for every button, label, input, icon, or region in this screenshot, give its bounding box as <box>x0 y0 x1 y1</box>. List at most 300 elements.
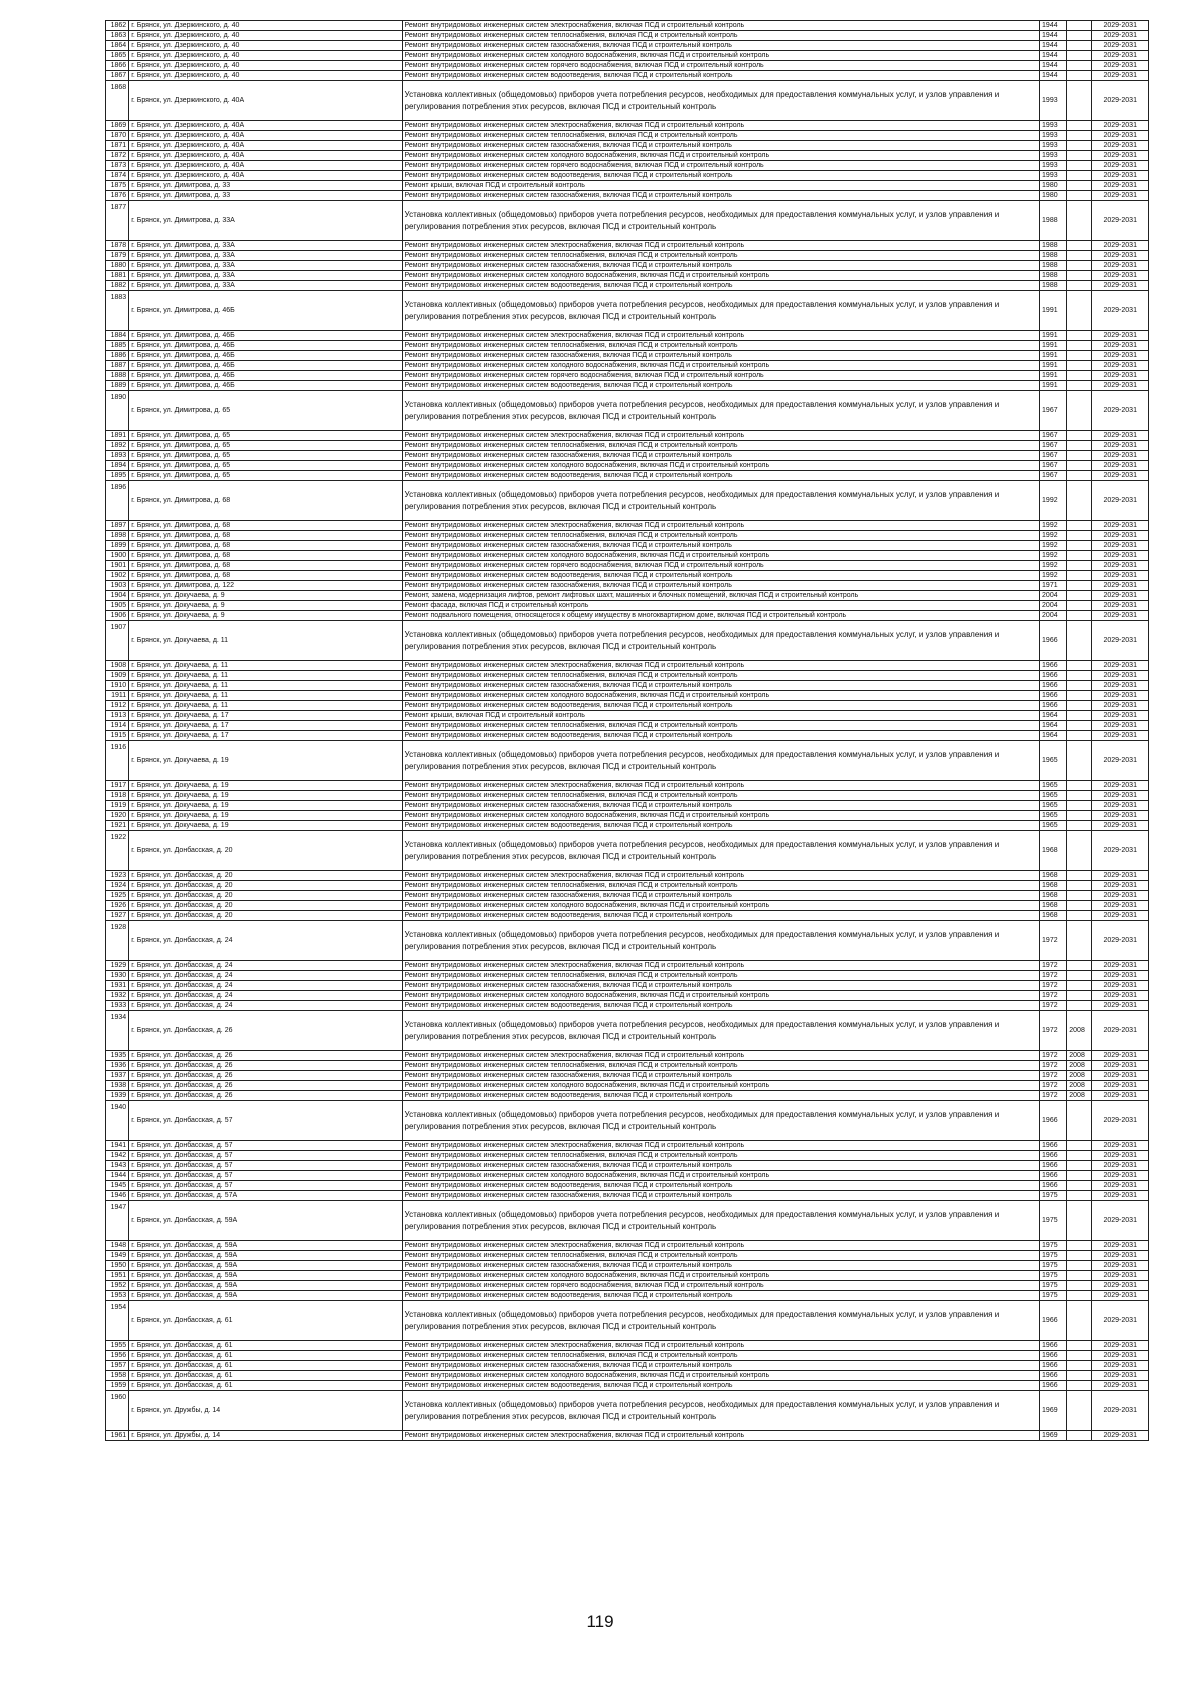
last-repair-year-cell <box>1067 461 1092 471</box>
planned-period-cell: 2029-2031 <box>1092 1351 1149 1361</box>
table-row <box>106 741 1149 781</box>
work-type-cell: Ремонт внутридомовых инженерных систем электроснабжения, включая ПСД и строительный контроль <box>402 961 1040 971</box>
work-type-cell: Ремонт внутридомовых инженерных систем газоснабжения, включая ПСД и строительный контроль <box>402 1071 1040 1081</box>
table-row <box>106 1081 1149 1091</box>
last-repair-year-cell <box>1067 721 1092 731</box>
last-repair-year-cell <box>1067 281 1092 291</box>
row-number: 1866 <box>106 61 129 71</box>
work-type-cell: Ремонт внутридомовых инженерных систем электроснабжения, включая ПСД и строительный контроль <box>402 1241 1040 1251</box>
row-number: 1934 <box>106 1011 129 1051</box>
planned-period-cell: 2029-2031 <box>1092 1431 1149 1441</box>
build-year-cell: 1968 <box>1040 831 1067 871</box>
row-number: 1906 <box>106 611 129 621</box>
address-cell: г. Брянск, ул. Димитрова, д. 33А <box>129 201 402 241</box>
build-year-cell: 1965 <box>1040 811 1067 821</box>
work-type-cell: Ремонт внутридомовых инженерных систем горячего водоснабжения, включая ПСД и строительный контроль <box>402 371 1040 381</box>
row-number: 1958 <box>106 1371 129 1381</box>
table-row <box>106 121 1149 131</box>
last-repair-year-cell <box>1067 711 1092 721</box>
address-cell: г. Брянск, ул. Димитрова, д. 33А <box>129 251 402 261</box>
work-type-cell: Ремонт внутридомовых инженерных систем водоотведения, включая ПСД и строительный контроль <box>402 1001 1040 1011</box>
row-number: 1949 <box>106 1251 129 1261</box>
planned-period-cell: 2029-2031 <box>1092 1161 1149 1171</box>
last-repair-year-cell <box>1067 911 1092 921</box>
row-number: 1883 <box>106 291 129 331</box>
last-repair-year-cell <box>1067 1291 1092 1301</box>
work-type-cell: Ремонт внутридомовых инженерных систем газоснабжения, включая ПСД и строительный контроль <box>402 451 1040 461</box>
row-number: 1896 <box>106 481 129 521</box>
table-row <box>106 171 1149 181</box>
work-type-cell: Установка коллективных (общедомовых) приборов учета потребления ресурсов, необходимых для предоставления коммунальных услуг, и узлов управления и регулирования потребления этих ресурсов, включая ПСД и строительный контроль <box>402 621 1040 661</box>
planned-period-cell: 2029-2031 <box>1092 1061 1149 1071</box>
work-type-cell: Ремонт внутридомовых инженерных систем горячего водоснабжения, включая ПСД и строительный контроль <box>402 1281 1040 1291</box>
build-year-cell: 1988 <box>1040 241 1067 251</box>
table-row <box>106 1351 1149 1361</box>
build-year-cell: 1967 <box>1040 431 1067 441</box>
address-cell: г. Брянск, ул. Докучаева, д. 19 <box>129 821 402 831</box>
planned-period-cell: 2029-2031 <box>1092 1291 1149 1301</box>
work-type-cell: Ремонт внутридомовых инженерных систем газоснабжения, включая ПСД и строительный контроль <box>402 1261 1040 1271</box>
last-repair-year-cell <box>1067 391 1092 431</box>
table-row <box>106 871 1149 881</box>
planned-period-cell: 2029-2031 <box>1092 201 1149 241</box>
last-repair-year-cell <box>1067 801 1092 811</box>
work-type-cell: Ремонт внутридомовых инженерных систем теплоснабжения, включая ПСД и строительный контроль <box>402 251 1040 261</box>
row-number: 1921 <box>106 821 129 831</box>
planned-period-cell: 2029-2031 <box>1092 731 1149 741</box>
row-number: 1928 <box>106 921 129 961</box>
build-year-cell: 1966 <box>1040 691 1067 701</box>
row-number: 1930 <box>106 971 129 981</box>
address-cell: г. Брянск, ул. Димитрова, д. 33 <box>129 191 402 201</box>
build-year-cell: 1988 <box>1040 201 1067 241</box>
work-type-cell: Ремонт внутридомовых инженерных систем газоснабжения, включая ПСД и строительный контроль <box>402 581 1040 591</box>
table-row <box>106 1151 1149 1161</box>
work-type-cell: Ремонт внутридомовых инженерных систем горячего водоснабжения, включая ПСД и строительный контроль <box>402 561 1040 571</box>
build-year-cell: 1944 <box>1040 41 1067 51</box>
row-number: 1863 <box>106 31 129 41</box>
table-row <box>106 1101 1149 1141</box>
address-cell: г. Брянск, ул. Донбасская, д. 26 <box>129 1011 402 1051</box>
last-repair-year-cell <box>1067 881 1092 891</box>
last-repair-year-cell <box>1067 821 1092 831</box>
build-year-cell: 1964 <box>1040 711 1067 721</box>
last-repair-year-cell <box>1067 981 1092 991</box>
row-number: 1910 <box>106 681 129 691</box>
last-repair-year-cell <box>1067 261 1092 271</box>
row-number: 1941 <box>106 1141 129 1151</box>
table-row <box>106 731 1149 741</box>
build-year-cell: 1969 <box>1040 1391 1067 1431</box>
address-cell: г. Брянск, ул. Димитрова, д. 46Б <box>129 371 402 381</box>
row-number: 1955 <box>106 1341 129 1351</box>
table-row <box>106 821 1149 831</box>
address-cell: г. Брянск, ул. Донбасская, д. 26 <box>129 1051 402 1061</box>
address-cell: г. Брянск, ул. Дзержинского, д. 40А <box>129 151 402 161</box>
row-number: 1908 <box>106 661 129 671</box>
planned-period-cell: 2029-2031 <box>1092 721 1149 731</box>
address-cell: г. Брянск, ул. Димитрова, д. 33 <box>129 181 402 191</box>
table-row <box>106 191 1149 201</box>
address-cell: г. Брянск, ул. Дзержинского, д. 40А <box>129 141 402 151</box>
address-cell: г. Брянск, ул. Донбасская, д. 20 <box>129 831 402 871</box>
work-type-cell: Ремонт внутридомовых инженерных систем газоснабжения, включая ПСД и строительный контроль <box>402 891 1040 901</box>
last-repair-year-cell <box>1067 181 1092 191</box>
planned-period-cell: 2029-2031 <box>1092 621 1149 661</box>
row-number: 1905 <box>106 601 129 611</box>
address-cell: г. Брянск, ул. Донбасская, д. 20 <box>129 911 402 921</box>
row-number: 1938 <box>106 1081 129 1091</box>
last-repair-year-cell <box>1067 341 1092 351</box>
planned-period-cell: 2029-2031 <box>1092 1191 1149 1201</box>
work-type-cell: Ремонт внутридомовых инженерных систем горячего водоснабжения, включая ПСД и строительный контроль <box>402 161 1040 171</box>
address-cell: г. Брянск, ул. Димитрова, д. 33А <box>129 281 402 291</box>
address-cell: г. Брянск, ул. Димитрова, д. 46Б <box>129 351 402 361</box>
last-repair-year-cell <box>1067 61 1092 71</box>
planned-period-cell: 2029-2031 <box>1092 261 1149 271</box>
planned-period-cell: 2029-2031 <box>1092 581 1149 591</box>
address-cell: г. Брянск, ул. Донбасская, д. 24 <box>129 1001 402 1011</box>
work-type-cell: Ремонт внутридомовых инженерных систем водоотведения, включая ПСД и строительный контроль <box>402 171 1040 181</box>
table-row <box>106 881 1149 891</box>
build-year-cell: 1972 <box>1040 981 1067 991</box>
build-year-cell: 1992 <box>1040 531 1067 541</box>
last-repair-year-cell <box>1067 171 1092 181</box>
work-type-cell: Ремонт подвального помещения, относящегося к общему имуществу в многоквартирном доме, включая ПСД и строительный контроль <box>402 611 1040 621</box>
address-cell: г. Брянск, ул. Донбасская, д. 57 <box>129 1101 402 1141</box>
row-number: 1873 <box>106 161 129 171</box>
last-repair-year-cell <box>1067 891 1092 901</box>
table-row <box>106 1301 1149 1341</box>
build-year-cell: 1972 <box>1040 971 1067 981</box>
row-number: 1912 <box>106 701 129 711</box>
work-type-cell: Ремонт внутридомовых инженерных систем электроснабжения, включая ПСД и строительный контроль <box>402 661 1040 671</box>
planned-period-cell: 2029-2031 <box>1092 271 1149 281</box>
work-type-cell: Ремонт внутридомовых инженерных систем электроснабжения, включая ПСД и строительный контроль <box>402 331 1040 341</box>
last-repair-year-cell <box>1067 791 1092 801</box>
work-type-cell: Ремонт крыши, включая ПСД и строительный контроль <box>402 181 1040 191</box>
planned-period-cell: 2029-2031 <box>1092 341 1149 351</box>
last-repair-year-cell: 2008 <box>1067 1051 1092 1061</box>
build-year-cell: 1944 <box>1040 21 1067 31</box>
work-type-cell: Ремонт внутридомовых инженерных систем теплоснабжения, включая ПСД и строительный контроль <box>402 671 1040 681</box>
address-cell: г. Брянск, ул. Димитрова, д. 68 <box>129 571 402 581</box>
row-number: 1902 <box>106 571 129 581</box>
address-cell: г. Брянск, ул. Димитрова, д. 68 <box>129 531 402 541</box>
planned-period-cell: 2029-2031 <box>1092 471 1149 481</box>
table-row <box>106 451 1149 461</box>
row-number: 1943 <box>106 1161 129 1171</box>
address-cell: г. Брянск, ул. Димитрова, д. 65 <box>129 461 402 471</box>
row-number: 1877 <box>106 201 129 241</box>
address-cell: г. Брянск, ул. Донбасская, д. 20 <box>129 871 402 881</box>
table-row <box>106 241 1149 251</box>
last-repair-year-cell <box>1067 701 1092 711</box>
build-year-cell: 1993 <box>1040 171 1067 181</box>
work-type-cell: Ремонт внутридомовых инженерных систем электроснабжения, включая ПСД и строительный контроль <box>402 871 1040 881</box>
build-year-cell: 1993 <box>1040 151 1067 161</box>
address-cell: г. Брянск, ул. Докучаева, д. 11 <box>129 661 402 671</box>
planned-period-cell: 2029-2031 <box>1092 791 1149 801</box>
row-number: 1890 <box>106 391 129 431</box>
build-year-cell: 1968 <box>1040 901 1067 911</box>
build-year-cell: 1966 <box>1040 621 1067 661</box>
build-year-cell: 1966 <box>1040 1101 1067 1141</box>
table-row <box>106 1391 1149 1431</box>
work-type-cell: Установка коллективных (общедомовых) приборов учета потребления ресурсов, необходимых для предоставления коммунальных услуг, и узлов управления и регулирования потребления этих ресурсов, включая ПСД и строительный контроль <box>402 291 1040 331</box>
address-cell: г. Брянск, ул. Докучаева, д. 19 <box>129 791 402 801</box>
last-repair-year-cell <box>1067 51 1092 61</box>
table-row <box>106 471 1149 481</box>
table-row <box>106 431 1149 441</box>
build-year-cell: 1966 <box>1040 1181 1067 1191</box>
build-year-cell: 1975 <box>1040 1291 1067 1301</box>
row-number: 1926 <box>106 901 129 911</box>
table-row <box>106 181 1149 191</box>
build-year-cell: 1972 <box>1040 1061 1067 1071</box>
build-year-cell: 1992 <box>1040 571 1067 581</box>
build-year-cell: 1972 <box>1040 991 1067 1001</box>
table-row <box>106 1011 1149 1051</box>
row-number: 1875 <box>106 181 129 191</box>
last-repair-year-cell <box>1067 251 1092 261</box>
planned-period-cell: 2029-2031 <box>1092 141 1149 151</box>
planned-period-cell: 2029-2031 <box>1092 351 1149 361</box>
last-repair-year-cell <box>1067 291 1092 331</box>
work-type-cell: Установка коллективных (общедомовых) приборов учета потребления ресурсов, необходимых для предоставления коммунальных услуг, и узлов управления и регулирования потребления этих ресурсов, включая ПСД и строительный контроль <box>402 481 1040 521</box>
work-type-cell: Ремонт внутридомовых инженерных систем теплоснабжения, включая ПСД и строительный контроль <box>402 341 1040 351</box>
planned-period-cell: 2029-2031 <box>1092 691 1149 701</box>
table-row <box>106 1161 1149 1171</box>
address-cell: г. Брянск, ул. Докучаева, д. 9 <box>129 611 402 621</box>
table-row <box>106 911 1149 921</box>
last-repair-year-cell <box>1067 121 1092 131</box>
address-cell: г. Брянск, ул. Докучаева, д. 19 <box>129 741 402 781</box>
address-cell: г. Брянск, ул. Донбасская, д. 59А <box>129 1241 402 1251</box>
row-number: 1954 <box>106 1301 129 1341</box>
table-row <box>106 581 1149 591</box>
planned-period-cell: 2029-2031 <box>1092 671 1149 681</box>
build-year-cell: 1975 <box>1040 1271 1067 1281</box>
work-type-cell: Ремонт внутридомовых инженерных систем электроснабжения, включая ПСД и строительный контроль <box>402 1341 1040 1351</box>
work-type-cell: Ремонт внутридомовых инженерных систем теплоснабжения, включая ПСД и строительный контроль <box>402 131 1040 141</box>
build-year-cell: 1991 <box>1040 361 1067 371</box>
row-number: 1870 <box>106 131 129 141</box>
last-repair-year-cell <box>1067 1001 1092 1011</box>
last-repair-year-cell <box>1067 531 1092 541</box>
address-cell: г. Брянск, ул. Донбасская, д. 24 <box>129 921 402 961</box>
row-number: 1894 <box>106 461 129 471</box>
row-number: 1871 <box>106 141 129 151</box>
work-type-cell: Установка коллективных (общедомовых) приборов учета потребления ресурсов, необходимых для предоставления коммунальных услуг, и узлов управления и регулирования потребления этих ресурсов, включая ПСД и строительный контроль <box>402 921 1040 961</box>
address-cell: г. Брянск, ул. Димитрова, д. 68 <box>129 551 402 561</box>
build-year-cell: 1965 <box>1040 791 1067 801</box>
last-repair-year-cell <box>1067 361 1092 371</box>
address-cell: г. Брянск, ул. Дружбы, д. 14 <box>129 1391 402 1431</box>
last-repair-year-cell <box>1067 971 1092 981</box>
last-repair-year-cell <box>1067 541 1092 551</box>
row-number: 1897 <box>106 521 129 531</box>
table-row <box>106 1001 1149 1011</box>
build-year-cell: 1968 <box>1040 871 1067 881</box>
table-row <box>106 671 1149 681</box>
table-row <box>106 461 1149 471</box>
address-cell: г. Брянск, ул. Димитрова, д. 33А <box>129 241 402 251</box>
build-year-cell: 1972 <box>1040 1011 1067 1051</box>
work-type-cell: Установка коллективных (общедомовых) приборов учета потребления ресурсов, необходимых для предоставления коммунальных услуг, и узлов управления и регулирования потребления этих ресурсов, включая ПСД и строительный контроль <box>402 1101 1040 1141</box>
table-row <box>106 71 1149 81</box>
table-row <box>106 1251 1149 1261</box>
build-year-cell: 1966 <box>1040 681 1067 691</box>
work-type-cell: Ремонт крыши, включая ПСД и строительный контроль <box>402 711 1040 721</box>
table-row <box>106 161 1149 171</box>
build-year-cell: 1972 <box>1040 961 1067 971</box>
table-row <box>106 31 1149 41</box>
planned-period-cell: 2029-2031 <box>1092 1001 1149 1011</box>
build-year-cell: 1972 <box>1040 1051 1067 1061</box>
address-cell: г. Брянск, ул. Димитрова, д. 65 <box>129 471 402 481</box>
table-body <box>106 21 1149 1441</box>
address-cell: г. Брянск, ул. Донбасская, д. 61 <box>129 1351 402 1361</box>
planned-period-cell: 2029-2031 <box>1092 1241 1149 1251</box>
table-row <box>106 201 1149 241</box>
row-number: 1961 <box>106 1431 129 1441</box>
table-row <box>106 1381 1149 1391</box>
table-row <box>106 611 1149 621</box>
planned-period-cell: 2029-2031 <box>1092 991 1149 1001</box>
address-cell: г. Брянск, ул. Донбасская, д. 20 <box>129 881 402 891</box>
work-type-cell: Ремонт внутридомовых инженерных систем теплоснабжения, включая ПСД и строительный контроль <box>402 531 1040 541</box>
planned-period-cell: 2029-2031 <box>1092 381 1149 391</box>
last-repair-year-cell: 2008 <box>1067 1091 1092 1101</box>
row-number: 1892 <box>106 441 129 451</box>
address-cell: г. Брянск, ул. Докучаева, д. 19 <box>129 781 402 791</box>
address-cell: г. Брянск, ул. Димитрова, д. 122 <box>129 581 402 591</box>
row-number: 1901 <box>106 561 129 571</box>
table-row <box>106 791 1149 801</box>
build-year-cell: 1969 <box>1040 1431 1067 1441</box>
last-repair-year-cell <box>1067 241 1092 251</box>
work-type-cell: Установка коллективных (общедомовых) приборов учета потребления ресурсов, необходимых для предоставления коммунальных услуг, и узлов управления и регулирования потребления этих ресурсов, включая ПСД и строительный контроль <box>402 1391 1040 1431</box>
work-type-cell: Ремонт внутридомовых инженерных систем водоотведения, включая ПСД и строительный контроль <box>402 821 1040 831</box>
build-year-cell: 1968 <box>1040 881 1067 891</box>
work-type-cell: Установка коллективных (общедомовых) приборов учета потребления ресурсов, необходимых для предоставления коммунальных услуг, и узлов управления и регулирования потребления этих ресурсов, включая ПСД и строительный контроль <box>402 741 1040 781</box>
table-row <box>106 681 1149 691</box>
row-number: 1951 <box>106 1271 129 1281</box>
planned-period-cell: 2029-2031 <box>1092 801 1149 811</box>
table-row <box>106 621 1149 661</box>
last-repair-year-cell <box>1067 431 1092 441</box>
table-row <box>106 1141 1149 1151</box>
work-type-cell: Ремонт внутридомовых инженерных систем водоотведения, включая ПСД и строительный контроль <box>402 381 1040 391</box>
last-repair-year-cell: 2008 <box>1067 1071 1092 1081</box>
planned-period-cell: 2029-2031 <box>1092 811 1149 821</box>
build-year-cell: 1966 <box>1040 1161 1067 1171</box>
planned-period-cell: 2029-2031 <box>1092 31 1149 41</box>
table-row <box>106 331 1149 341</box>
last-repair-year-cell <box>1067 371 1092 381</box>
row-number: 1885 <box>106 341 129 351</box>
table-row <box>106 441 1149 451</box>
planned-period-cell: 2029-2031 <box>1092 331 1149 341</box>
planned-period-cell: 2029-2031 <box>1092 921 1149 961</box>
table-row <box>106 561 1149 571</box>
address-cell: г. Брянск, ул. Дзержинского, д. 40 <box>129 71 402 81</box>
last-repair-year-cell <box>1067 1141 1092 1151</box>
build-year-cell: 1944 <box>1040 51 1067 61</box>
planned-period-cell: 2029-2031 <box>1092 551 1149 561</box>
last-repair-year-cell <box>1067 611 1092 621</box>
work-type-cell: Установка коллективных (общедомовых) приборов учета потребления ресурсов, необходимых для предоставления коммунальных услуг, и узлов управления и регулирования потребления этих ресурсов, включая ПСД и строительный контроль <box>402 201 1040 241</box>
last-repair-year-cell <box>1067 331 1092 341</box>
table-row <box>106 1371 1149 1381</box>
table-row <box>106 1181 1149 1191</box>
work-type-cell: Ремонт внутридомовых инженерных систем газоснабжения, включая ПСД и строительный контроль <box>402 191 1040 201</box>
last-repair-year-cell <box>1067 741 1092 781</box>
address-cell: г. Брянск, ул. Димитрова, д. 46Б <box>129 381 402 391</box>
table-row <box>106 271 1149 281</box>
planned-period-cell: 2029-2031 <box>1092 531 1149 541</box>
last-repair-year-cell <box>1067 551 1092 561</box>
address-cell: г. Брянск, ул. Донбасская, д. 59А <box>129 1201 402 1241</box>
address-cell: г. Брянск, ул. Донбасская, д. 59А <box>129 1251 402 1261</box>
work-type-cell: Ремонт внутридомовых инженерных систем холодного водоснабжения, включая ПСД и строительный контроль <box>402 1271 1040 1281</box>
work-type-cell: Ремонт внутридомовых инженерных систем газоснабжения, включая ПСД и строительный контроль <box>402 351 1040 361</box>
work-type-cell: Ремонт внутридомовых инженерных систем газоснабжения, включая ПСД и строительный контроль <box>402 541 1040 551</box>
planned-period-cell: 2029-2031 <box>1092 151 1149 161</box>
build-year-cell: 1967 <box>1040 451 1067 461</box>
planned-period-cell: 2029-2031 <box>1092 1171 1149 1181</box>
build-year-cell: 1988 <box>1040 261 1067 271</box>
row-number: 1953 <box>106 1291 129 1301</box>
planned-period-cell: 2029-2031 <box>1092 661 1149 671</box>
table-row <box>106 81 1149 121</box>
work-type-cell: Ремонт внутридомовых инженерных систем холодного водоснабжения, включая ПСД и строительный контроль <box>402 1081 1040 1091</box>
address-cell: г. Брянск, ул. Докучаева, д. 11 <box>129 701 402 711</box>
work-type-cell: Установка коллективных (общедомовых) приборов учета потребления ресурсов, необходимых для предоставления коммунальных услуг, и узлов управления и регулирования потребления этих ресурсов, включая ПСД и строительный контроль <box>402 1301 1040 1341</box>
table-row <box>106 151 1149 161</box>
build-year-cell: 1967 <box>1040 461 1067 471</box>
build-year-cell: 1993 <box>1040 81 1067 121</box>
row-number: 1887 <box>106 361 129 371</box>
planned-period-cell: 2029-2031 <box>1092 1301 1149 1341</box>
work-type-cell: Ремонт внутридомовых инженерных систем электроснабжения, включая ПСД и строительный контроль <box>402 121 1040 131</box>
work-type-cell: Ремонт внутридомовых инженерных систем водоотведения, включая ПСД и строительный контроль <box>402 731 1040 741</box>
planned-period-cell: 2029-2031 <box>1092 1281 1149 1291</box>
work-type-cell: Ремонт внутридомовых инженерных систем водоотведения, включая ПСД и строительный контроль <box>402 701 1040 711</box>
last-repair-year-cell <box>1067 1341 1092 1351</box>
row-number: 1913 <box>106 711 129 721</box>
table-row <box>106 901 1149 911</box>
build-year-cell: 1966 <box>1040 1381 1067 1391</box>
address-cell: г. Брянск, ул. Докучаева, д. 11 <box>129 621 402 661</box>
table-row <box>106 961 1149 971</box>
row-number: 1880 <box>106 261 129 271</box>
planned-period-cell: 2029-2031 <box>1092 961 1149 971</box>
work-type-cell: Ремонт внутридомовых инженерных систем водоотведения, включая ПСД и строительный контроль <box>402 911 1040 921</box>
build-year-cell: 1965 <box>1040 801 1067 811</box>
planned-period-cell: 2029-2031 <box>1092 1361 1149 1371</box>
planned-period-cell: 2029-2031 <box>1092 1391 1149 1431</box>
work-type-cell: Ремонт внутридомовых инженерных систем газоснабжения, включая ПСД и строительный контроль <box>402 981 1040 991</box>
work-type-cell: Установка коллективных (общедомовых) приборов учета потребления ресурсов, необходимых для предоставления коммунальных услуг, и узлов управления и регулирования потребления этих ресурсов, включая ПСД и строительный контроль <box>402 831 1040 871</box>
address-cell: г. Брянск, ул. Донбасская, д. 61 <box>129 1371 402 1381</box>
build-year-cell: 1972 <box>1040 1091 1067 1101</box>
address-cell: г. Брянск, ул. Донбасская, д. 57 <box>129 1141 402 1151</box>
table-row <box>106 991 1149 1001</box>
row-number: 1874 <box>106 171 129 181</box>
table-row <box>106 1071 1149 1081</box>
